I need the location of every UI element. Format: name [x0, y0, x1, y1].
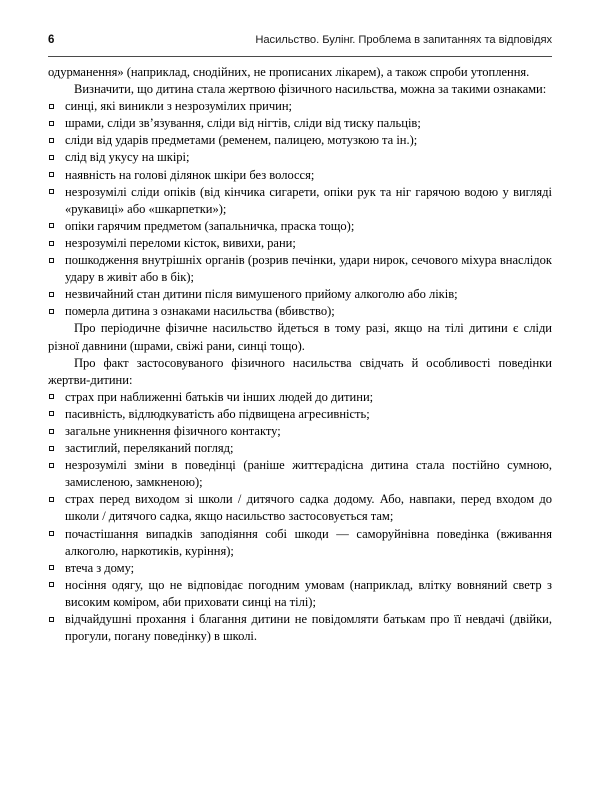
running-head-title: Насильство. Булінг. Проблема в запитаннях та відповідях	[255, 34, 552, 46]
square-bullet-icon	[49, 394, 54, 399]
square-bullet-icon	[49, 138, 54, 143]
square-bullet-icon	[49, 582, 54, 587]
list-item-text: шрами, сліди зв’язування, сліди від нігтів, сліди від тиску пальців;	[65, 116, 421, 131]
list-item-text: пошкодження внутрішніх органів (розрив печінки, удари нирок, сечового міхура внаслідок удару в живіт або в бік);	[65, 253, 552, 285]
page-number: 6	[48, 34, 55, 46]
list-item-text: незрозумілі зміни в поведінці (раніше життєрадісна дитина стала постійно сумною, замисленою, замкненою);	[65, 458, 552, 490]
square-bullet-icon	[49, 463, 54, 468]
behaviour-signs-list	[48, 389, 552, 645]
square-bullet-icon	[49, 121, 54, 126]
square-bullet-icon	[49, 104, 54, 109]
square-bullet-icon	[49, 446, 54, 451]
list-item	[48, 184, 552, 218]
list-item	[48, 286, 552, 303]
square-bullet-icon	[49, 429, 54, 434]
list-item-text: синці, які виникли з незрозумілих причин;	[65, 99, 292, 114]
list-item	[48, 560, 552, 577]
square-bullet-icon	[49, 292, 54, 297]
body-column	[48, 64, 552, 645]
paragraph-behaviour-intro: Про факт застосовуваного фізичного насильства свідчать й особливості поведінки жертви-дитини:	[48, 355, 552, 387]
list-item	[48, 406, 552, 423]
list-item-text: сліди від ударів предметами (ременем, палицею, мотузкою та ін.);	[65, 133, 418, 148]
list-item-text: страх при наближенні батьків чи інших людей до дитини;	[65, 389, 374, 404]
list-item	[48, 132, 552, 149]
list-item	[48, 149, 552, 166]
list-item	[48, 235, 552, 252]
list-item-text: пасивність, відлюдкуватість або підвищена агресивність;	[65, 406, 370, 421]
list-item-text: загальне уникнення фізичного контакту;	[65, 423, 281, 438]
list-item-text: опіки гарячим предметом (запальничка, праска тощо);	[65, 218, 355, 233]
running-head	[48, 34, 552, 54]
list-item	[48, 98, 552, 115]
square-bullet-icon	[49, 565, 54, 570]
list-item-text: застиглий, переляканий погляд;	[65, 441, 234, 456]
square-bullet-icon	[49, 241, 54, 246]
list-item	[48, 440, 552, 457]
list-item	[48, 423, 552, 440]
list-item	[48, 115, 552, 132]
list-item	[48, 389, 552, 406]
running-head-rule	[48, 56, 552, 57]
list-item	[48, 526, 552, 560]
list-item-text: наявність на голові ділянок шкіри без волосся;	[65, 167, 315, 182]
square-bullet-icon	[49, 223, 54, 228]
square-bullet-icon	[49, 172, 54, 177]
list-item-text: незрозумілі сліди опіків (від кінчика сигарети, опіки рук та ніг гарячою водою у вигляді «рукавиці» або «шкарпетки»);	[65, 184, 552, 216]
list-item-text: почастішання випадків заподіяння собі шкоди — саморуйнівна поведінка (вживання алкоголю, наркотиків, куріння);	[65, 526, 552, 558]
paragraph-periodic-violence: Про періодичне фізичне насильство йдеться в тому разі, якщо на тілі дитини є сліди різної давнини (шрами, свіжі рани, синці тощо).	[48, 321, 552, 353]
physical-signs-list	[48, 98, 552, 320]
list-item-text: носіння одягу, що не відповідає погодним умовам (наприклад, влітку вовняний светр з високим коміром, аби приховати синці на тілі);	[65, 577, 552, 609]
paragraph-continued: одурманення» (наприклад, снодійних, не прописаних лікарем), а також спроби утоплення.	[48, 65, 530, 79]
square-bullet-icon	[49, 411, 54, 416]
list-item	[48, 303, 552, 320]
square-bullet-icon	[49, 497, 54, 502]
list-item-text: незрозумілі переломи кісток, вивихи, рани;	[65, 235, 296, 250]
list-item	[48, 457, 552, 491]
list-item	[48, 218, 552, 235]
square-bullet-icon	[49, 309, 54, 314]
list-item	[48, 577, 552, 611]
list-item	[48, 252, 552, 286]
paragraph-physical-intro: Визначити, що дитина стала жертвою фізичного насильства, можна за такими ознаками:	[74, 82, 547, 97]
list-item	[48, 491, 552, 525]
list-item-text: слід від укусу на шкірі;	[65, 150, 190, 165]
list-item-text: незвичайний стан дитини після вимушеного прийому алкоголю або ліків;	[65, 287, 458, 302]
list-item-text: страх перед виходом зі школи / дитячого садка додому. Або, навпаки, перед входом до школи / дитячого садка, якщо насильство застосовується там;	[65, 492, 552, 524]
square-bullet-icon	[49, 617, 54, 622]
list-item	[48, 611, 552, 645]
list-item-text: відчайдушні прохання і благання дитини не повідомляти батькам про її невдачі (двійки, прогули, погану поведінку) в школі.	[65, 612, 552, 644]
list-item-text: втеча з дому;	[65, 560, 135, 575]
square-bullet-icon	[49, 258, 54, 263]
square-bullet-icon	[49, 531, 54, 536]
list-item-text: померла дитина з ознаками насильства (вбивство);	[65, 304, 335, 319]
square-bullet-icon	[49, 189, 54, 194]
square-bullet-icon	[49, 155, 54, 160]
list-item	[48, 167, 552, 184]
